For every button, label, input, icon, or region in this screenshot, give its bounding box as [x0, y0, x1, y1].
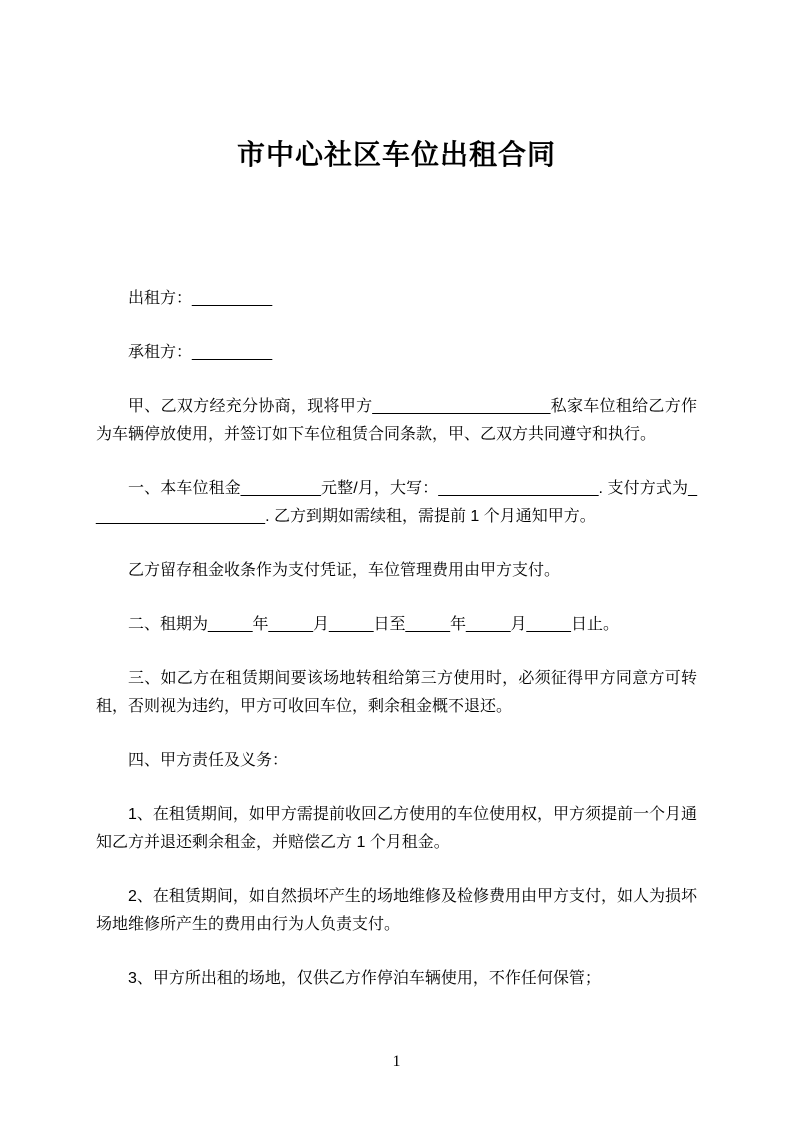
intro-paragraph: 甲、乙双方经充分协商，现将甲方____________________私家车位租给乙方作为车辆停放使用，并签订如下车位租赁合同条款，甲、乙双方共同遵守和执行。	[96, 398, 697, 443]
clause-2-lease-term: 二、租期为_____年_____月_____日至_____年_____月_____日止。	[128, 616, 619, 633]
clause-4-item-2: 2、在租赁期间，如自然损坏产生的场地维修及检修费用由甲方支付，如人为损坏场地维修所产生的费用由行为人负责支付。	[96, 888, 697, 933]
clause-4-heading: 四、甲方责任及义务：	[128, 752, 289, 769]
clause-1-payment-note: 乙方留存租金收条作为支付凭证，车位管理费用由甲方支付。	[128, 562, 561, 579]
clause-4-item-1: 1、在租赁期间，如甲方需提前收回乙方使用的车位使用权，甲方须提前一个月通知乙方并退还剩余租金，并赔偿乙方 1 个月租金。	[96, 806, 697, 851]
clause-4-item-3: 3、甲方所出租的场地，仅供乙方作停泊车辆使用，不作任何保管；	[128, 970, 601, 987]
lessor-line: 出租方：_________	[128, 290, 273, 307]
document-body	[96, 0, 697, 993]
page-number: 1	[392, 1053, 401, 1070]
clause-3-sublease: 三、如乙方在租赁期间要该场地转租给第三方使用时，必须征得甲方同意方可转租，否则视为违约，甲方可收回车位，剩余租金概不退还。	[96, 670, 697, 715]
lessee-line: 承租方：_________	[128, 344, 273, 361]
document-title: 市中心社区车位出租合同	[236, 139, 556, 170]
clause-1-rent: 一、本车位租金_________元整/月，大写：__________________. 支付方式为____________________. 乙方到期如需续租，需提前 1 个月通知甲方。	[96, 480, 697, 525]
